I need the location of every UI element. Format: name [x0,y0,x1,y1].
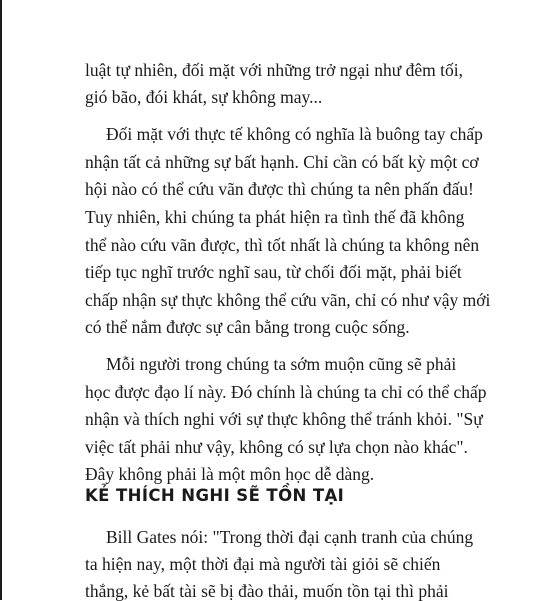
text-line: Đây không phải là một môn học dễ dàng. [85,464,375,484]
text-line: học được đạo lí này. Đó chính là chúng ta chỉ có thể chấp [85,382,487,402]
section-heading: KẺ THÍCH NGHI SẼ TỒN TẠI [85,486,345,505]
text-line: tiếp tục nghĩ trước nghĩ sau, từ chối đối mặt, phải biết [85,262,462,282]
text-line: Bill Gates nói: "Trong thời đại cạnh tranh của chúng [106,527,474,547]
text-line: hội nào có thể cứu vãn được thì chúng ta nên phấn đấu! [85,179,474,199]
text-line: có thể nắm được sự cân bằng trong cuộc sống. [85,317,410,337]
text-line: thể nào cứu vãn được, thì tốt nhất là chúng ta không nên [85,235,480,255]
text-line: Mỗi người trong chúng ta sớm muộn cũng sẽ phải [106,354,457,374]
text-line: chấp nhận sự thực không thể cứu vãn, chỉ có như vậy mới [85,290,491,310]
text-line: nhận và thích nghi với sự thực không thể tránh khỏi. "Sự [85,409,483,429]
text-line: Đối mặt với thực tế không có nghĩa là buông tay chấp [106,124,483,144]
text-line: Tuy nhiên, khi chúng ta phát hiện ra tình thế đã không [85,207,465,227]
text-line: luật tự nhiên, đối mặt với những trở ngại như đêm tối, [85,60,463,80]
text-line: việc tất phải như vậy, không có sự lựa chọn nào khác". [85,437,468,457]
text-line: nhận tất cả những sự bất hạnh. Chỉ cần có bất kỳ một cơ [85,152,479,172]
text-line: thắng, kẻ bất tài sẽ bị đào thải, muốn tồn tại thì phải [85,581,449,601]
text-line: gió bão, đói khát, sự không may... [85,87,323,107]
text-line: ta hiện nay, một thời đại mà người tài giỏi sẽ chiến [85,554,441,574]
